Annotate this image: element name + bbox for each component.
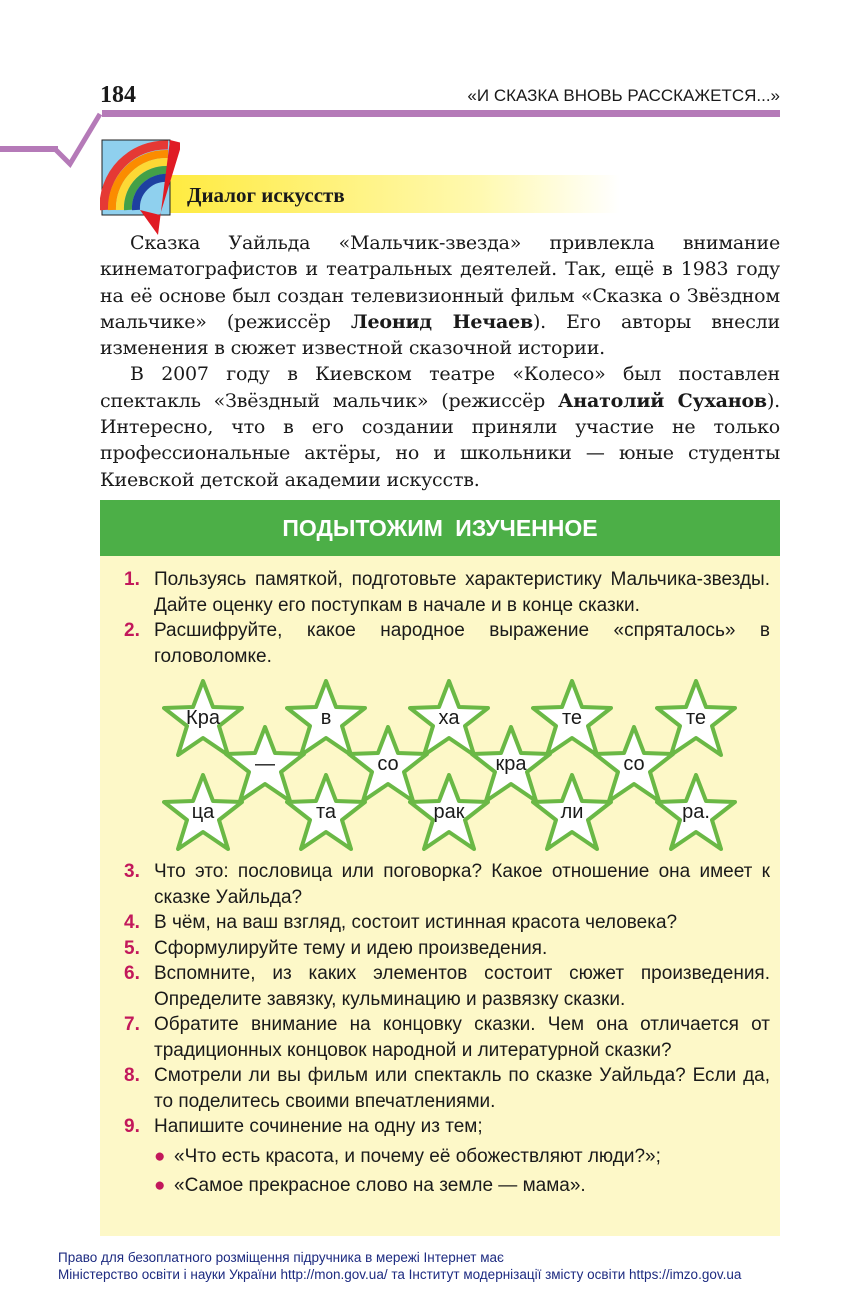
footer-line: Право для безоплатного розміщення підручника в мережі Інтернет має bbox=[58, 1250, 504, 1265]
question-number: 1. bbox=[124, 569, 140, 590]
topic-item bbox=[124, 1144, 770, 1170]
question-item bbox=[124, 567, 770, 618]
star-tile bbox=[655, 773, 737, 851]
header-divider bbox=[102, 110, 780, 117]
question-number: 3. bbox=[124, 861, 140, 882]
star-syllable: рак bbox=[433, 801, 465, 823]
question-text: Смотрели ли вы фильм или спектакль по сказке Уайльда? Если да, то поделитесь своими впечатлениями. bbox=[154, 1065, 770, 1112]
star-syllable: Кра bbox=[186, 707, 220, 729]
star-puzzle bbox=[124, 669, 770, 859]
checkmark-icon bbox=[52, 110, 102, 170]
rainbow-icon bbox=[100, 135, 180, 240]
star-syllable: кра bbox=[495, 753, 527, 775]
text: ). bbox=[532, 310, 547, 333]
footer-line: Міністерство освіти і науки України http://mon.gov.ua/ та Інститут модернізації змісту освіти https://imzo.gov.ua bbox=[58, 1267, 742, 1282]
star-syllable: те bbox=[561, 707, 583, 729]
paragraph bbox=[100, 361, 780, 492]
director-name: Анатолий Суханов bbox=[558, 389, 767, 412]
question-text: Что это: пословица или поговорка? Какое отношение она имеет к сказке Уайльда? bbox=[154, 861, 770, 908]
question-number: 9. bbox=[124, 1116, 140, 1137]
question-item bbox=[124, 910, 770, 936]
section-title: Диалог искусств bbox=[187, 183, 345, 207]
text: Сказка Уайльда «Мальчик-звезда» привлекла внимание кинематографистов и театральных деятелей. Так, ещё в 1983 году на её основе был создан телевизионный фильм «Сказка о Звёздном мальчике» (режиссёр bbox=[100, 232, 780, 333]
question-item bbox=[124, 1114, 770, 1140]
star-syllable: ха bbox=[438, 707, 460, 729]
question-text: Обратите внимание на концовку сказки. Чем она отличается от традиционных концовок народной и литературной сказки? bbox=[154, 1014, 770, 1061]
running-title: «И СКАЗКА ВНОВЬ РАССКАЖЕТСЯ...» bbox=[467, 86, 780, 105]
page-number: 184 bbox=[100, 82, 136, 108]
question-text: Напишите сочинение на одну из тем; bbox=[154, 1116, 483, 1137]
summary-heading: ПОДЫТОЖИМ ИЗУЧЕННОЕ bbox=[100, 500, 780, 556]
question-item bbox=[124, 1012, 770, 1063]
question-number: 8. bbox=[124, 1065, 140, 1086]
bullet-icon: ● bbox=[154, 1175, 166, 1196]
question-number: 4. bbox=[124, 912, 140, 933]
section-body bbox=[100, 230, 780, 493]
question-item bbox=[124, 1063, 770, 1114]
question-number: 2. bbox=[124, 620, 140, 641]
star-syllable: ца bbox=[191, 801, 215, 823]
question-number: 6. bbox=[124, 963, 140, 984]
star-syllable: та bbox=[315, 801, 337, 823]
text: ). bbox=[766, 389, 780, 412]
question-text: Пользуясь памяткой, подготовьте характеристику Мальчика-звезды. Дайте оценку его поступкам в начале и в конце сказки. bbox=[154, 569, 770, 616]
question-item bbox=[124, 859, 770, 910]
star-tile bbox=[285, 773, 367, 851]
star-syllable: со bbox=[623, 753, 645, 775]
text: В 2007 году в Киевском театре «Колесо» был поставлен спектакль «Звёздный мальчик» (режиссёр bbox=[100, 363, 780, 412]
text: Его авторы внесли изменения в сюжет известной сказочной истории. bbox=[100, 310, 780, 360]
star-tile bbox=[162, 773, 244, 851]
star-syllable: те bbox=[685, 707, 707, 729]
star-syllable: — bbox=[255, 753, 275, 775]
star-syllable: ра. bbox=[682, 801, 710, 823]
question-text: Расшифруйте, какое народное выражение «спряталось» в головоломке. bbox=[154, 620, 770, 667]
question-text: Сформулируйте тему и идею произведения. bbox=[154, 937, 548, 959]
left-divider bbox=[0, 146, 58, 152]
question-number: 5. bbox=[124, 937, 140, 959]
director-name: Леонид Нечаев bbox=[350, 310, 533, 333]
question-item bbox=[124, 961, 770, 1012]
topic-text: «Что есть красота, и почему её обожествляют люди?»; bbox=[174, 1145, 661, 1167]
question-text: В чём, на ваш взгляд, состоит истинная красота человека? bbox=[154, 912, 678, 933]
question-text: Вспомните, из каких элементов состоит сюжет произведения. Определите завязку, кульминацию и развязку сказки. bbox=[154, 963, 770, 1010]
question-item bbox=[124, 936, 770, 962]
footer bbox=[58, 1249, 741, 1283]
star-tile bbox=[408, 773, 490, 851]
star-syllable: в bbox=[320, 707, 332, 729]
star-tile bbox=[531, 773, 613, 851]
topic-item bbox=[124, 1173, 770, 1199]
bullet-icon: ● bbox=[154, 1145, 166, 1167]
question-number: 7. bbox=[124, 1014, 140, 1035]
paragraph bbox=[100, 230, 780, 361]
question-item bbox=[124, 618, 770, 669]
topic-text: «Самое прекрасное слово на земле — мама». bbox=[174, 1175, 586, 1196]
text: Интересно, что в его создании приняли участие не только профессиональные актёры, но и школьники — юные студенты Киевской детской академии искусств. bbox=[100, 416, 780, 491]
star-syllable: ли bbox=[560, 801, 584, 823]
star-syllable: со bbox=[377, 753, 399, 775]
question-list bbox=[124, 567, 770, 1199]
